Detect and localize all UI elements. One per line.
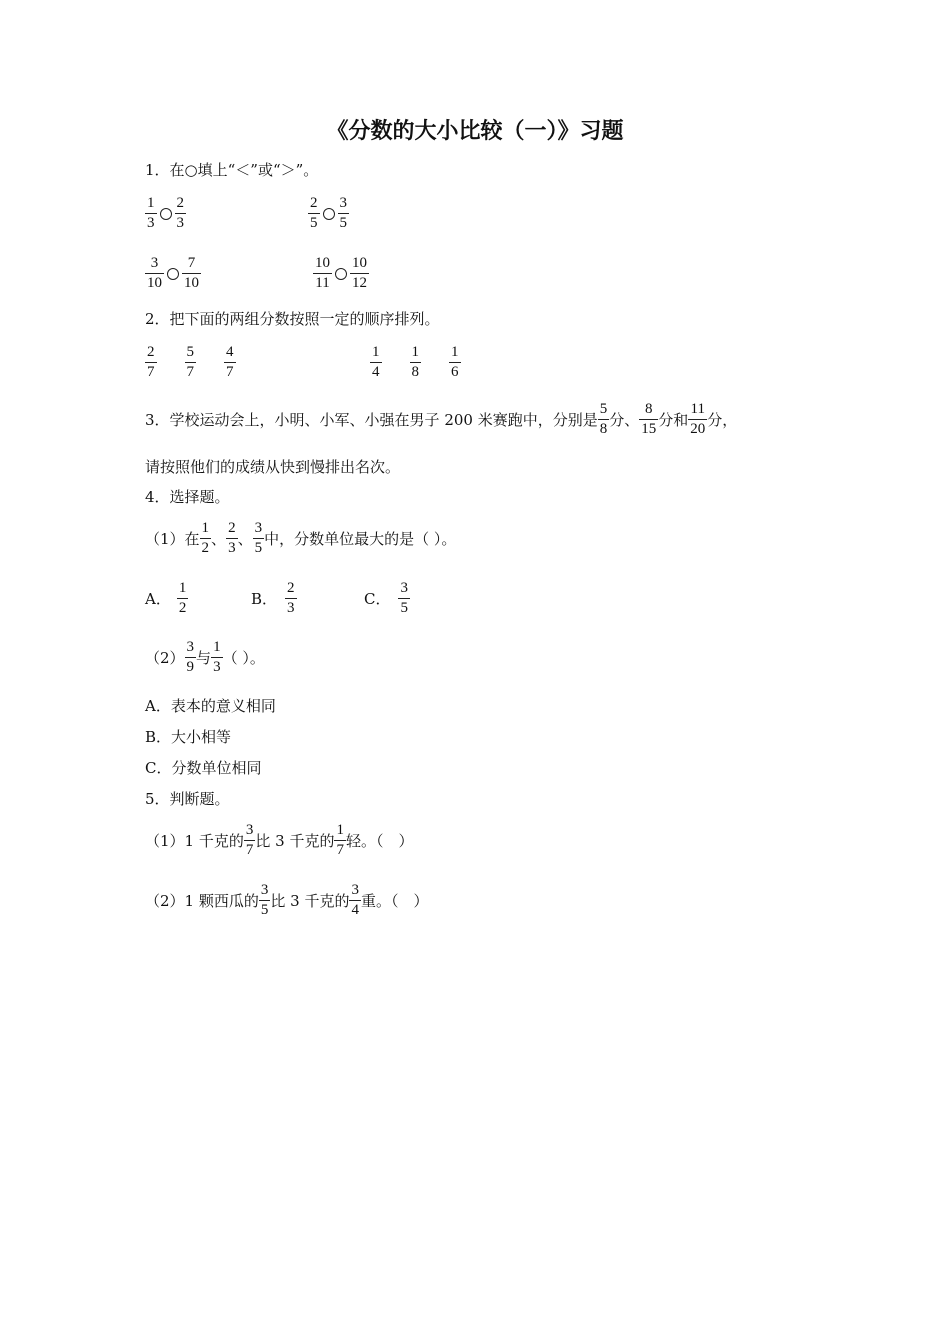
q1-prompt: 1．在○填上“＜”或“＞”。 bbox=[145, 161, 319, 179]
fraction: $\frac{1}{2}$ bbox=[178, 580, 187, 616]
fraction: $\frac{2}{7}$ bbox=[147, 344, 155, 380]
q5-sub1: （1）1 千克的 $\frac{3}{7}$ 比 3 千克的 $\frac{1}{7}$ 轻。（ ） bbox=[145, 822, 414, 858]
fraction: $\frac{5}{8}$ bbox=[599, 401, 608, 437]
fraction: $\frac{3}{7}$ bbox=[245, 822, 254, 858]
fraction: $\frac{3}{5}$ bbox=[254, 520, 263, 556]
fraction: $\frac{3}{5}$ bbox=[260, 882, 269, 918]
compare-circle[interactable] bbox=[160, 208, 172, 220]
q4-sub2-option-b[interactable]: B．大小相等 bbox=[145, 728, 232, 746]
q1-pair-3 bbox=[145, 254, 201, 293]
fraction: $\frac{4}{7}$ bbox=[226, 344, 234, 380]
fraction: $\frac{3}{9}$ bbox=[186, 639, 195, 675]
fraction: $\frac{1}{4}$ bbox=[372, 344, 380, 380]
fraction: $\frac{8}{15}$ bbox=[641, 401, 657, 437]
q2-group-2 bbox=[370, 343, 461, 382]
fraction: $\frac{7}{10}$ bbox=[184, 255, 199, 291]
fraction: $\frac{2}{3}$ bbox=[287, 580, 295, 616]
fraction: $\frac{1}{3}$ bbox=[147, 195, 155, 231]
fraction: $\frac{3}{10}$ bbox=[147, 255, 162, 291]
fraction: $\frac{3}{5}$ bbox=[400, 580, 408, 616]
q2-prompt: 2．把下面的两组分数按照一定的顺序排列。 bbox=[145, 310, 440, 328]
fraction: $\frac{3}{5}$ bbox=[339, 195, 347, 231]
q1-pair-4 bbox=[313, 254, 369, 293]
fraction: $\frac{1}{7}$ bbox=[336, 822, 344, 858]
compare-circle[interactable] bbox=[323, 208, 335, 220]
fraction: $\frac{1}{3}$ bbox=[213, 639, 221, 675]
q4-sub1-option-b[interactable]: B． $\frac{2}{3}$ bbox=[251, 580, 295, 616]
q3-line-2: 请按照他们的成绩从快到慢排出名次。 bbox=[145, 458, 401, 476]
fraction: $\frac{5}{7}$ bbox=[186, 344, 194, 380]
fraction: $\frac{11}{20}$ bbox=[690, 401, 706, 437]
page-title: 《分数的大小比较（一）》习题 bbox=[326, 119, 624, 144]
q4-sub2: （2） $\frac{3}{9}$ 与 $\frac{1}{3}$ （ ）。 bbox=[145, 639, 265, 675]
fraction: $\frac{3}{4}$ bbox=[351, 882, 359, 918]
fraction: $\frac{2}{3}$ bbox=[228, 520, 236, 556]
q2-group-1 bbox=[145, 343, 236, 382]
q4-sub1: （1）在 $\frac{1}{2}$ 、 $\frac{2}{3}$ 、 $\frac{3}{5}$ 中，分数单位最大的是（ ）。 bbox=[145, 520, 457, 556]
q3-line-1: 3．学校运动会上，小明、小军、小强在男子 200 米赛跑中，分别是 $\frac{5}{8}$ 分、 $\frac{8}{15}$ 分和 $\frac{11}{20}$ 分， bbox=[145, 401, 738, 437]
q4-sub2-option-c[interactable]: C．分数单位相同 bbox=[145, 759, 262, 777]
fraction: $\frac{2}{3}$ bbox=[176, 195, 184, 231]
q4-sub2-option-a[interactable]: A．表本的意义相同 bbox=[145, 697, 276, 715]
q1-pair-1 bbox=[145, 194, 186, 233]
q1-pair-2 bbox=[308, 194, 349, 233]
q4-sub1-option-a[interactable]: A． $\frac{1}{2}$ bbox=[145, 580, 187, 616]
q4-sub1-option-c[interactable]: C． $\frac{3}{5}$ bbox=[364, 580, 408, 616]
fraction: $\frac{10}{11}$ bbox=[315, 255, 330, 291]
fraction: $\frac{1}{8}$ bbox=[411, 344, 419, 380]
fraction: $\frac{1}{6}$ bbox=[451, 344, 459, 380]
compare-circle[interactable] bbox=[167, 268, 179, 280]
fraction: $\frac{2}{5}$ bbox=[310, 195, 318, 231]
q4-prompt: 4．选择题。 bbox=[145, 488, 230, 506]
fraction: $\frac{1}{2}$ bbox=[201, 520, 210, 556]
compare-circle[interactable] bbox=[335, 268, 347, 280]
q5-sub2: （2）1 颗西瓜的 $\frac{3}{5}$ 比 3 千克的 $\frac{3}{4}$ 重。（ ） bbox=[145, 882, 429, 918]
fraction: $\frac{10}{12}$ bbox=[352, 255, 367, 291]
q5-prompt: 5．判断题。 bbox=[145, 790, 230, 808]
